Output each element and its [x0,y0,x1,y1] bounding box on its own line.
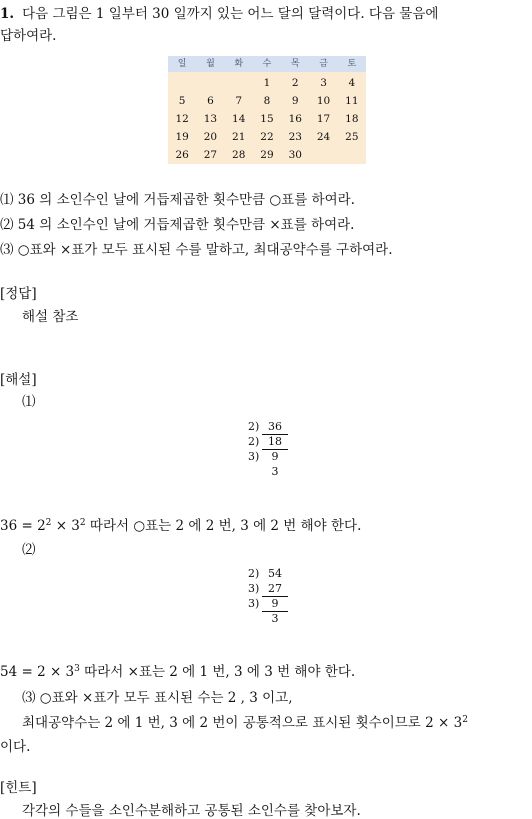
calendar-day [168,74,196,92]
calendar-day: 28 [232,149,246,161]
calendar-day: 7 [235,95,243,107]
calendar-day: 27 [203,149,218,161]
calendar-day: 12 [175,113,189,125]
calendar-day: 3 [320,77,327,89]
calendar-week-row [168,128,366,146]
calendar-day: 2 [291,77,299,89]
sub-question-2: ⑵ 54 의 소인수인 날에 거듭제곱한 횟수만큼 ×표를 하여라. [0,217,355,233]
question-text: 다음 그림은 1 일부터 30 일까지 있는 어느 달의 달력이다. 다음 물음에 [22,6,439,22]
calendar-day [225,74,253,92]
sub-question-3: ⑶ ○표와 ×표가 모두 표시된 수를 말하고, 최대공약수를 구하여라. [0,242,393,258]
part-3-line: ⑶ ○표와 ×표가 모두 표시된 수는 2 , 3 이고, [22,690,293,706]
division-row: 2) 36 [248,419,288,434]
division-row: 3 [271,465,279,478]
answer-label: [정답] [0,286,37,302]
weekday-label: 화 [234,59,244,69]
calendar-day: 17 [316,113,331,125]
calendar [168,56,366,164]
answer-text: 해설 참조 [22,309,79,325]
factorization-54 [248,566,288,626]
hint-label: [힌트] [0,780,37,796]
division-row: 2) 18 [248,434,288,449]
weekday-label: 목 [290,59,300,69]
calendar-day: 20 [203,131,218,143]
calendar-day: 16 [288,113,302,125]
weekday-label: 수 [262,59,272,69]
calendar-day: 24 [316,131,331,143]
division-row: 3) 27 [248,581,288,596]
division-row: 3) 9 [248,596,288,611]
calendar-day: 26 [175,149,189,161]
calendar-day: 21 [232,131,246,143]
calendar-day: 13 [203,113,218,125]
weekday-label: 토 [347,59,357,69]
calendar-day: 1 [263,77,271,89]
calendar-day: 30 [288,149,302,161]
question-line-2: 답하여라. [0,28,57,44]
calendar-day: 11 [345,95,359,107]
gcd-line-end: 이다. [0,739,31,755]
question-line-1 [0,2,438,22]
question-number: 1. [0,6,15,22]
equation-36: $36 = 2^2 \times 3^2$ 따라서 ○표는 2 에 2 번, 3 에 2 번 해야 한다. [0,518,362,534]
division-row: 3) 9 [248,450,279,463]
calendar-day: 6 [207,95,214,107]
calendar-day: 18 [345,113,359,125]
weekday-label: 일 [177,59,187,69]
calendar-day: 22 [260,131,274,143]
solution-label: [해설] [0,372,37,388]
weekday-label: 월 [206,59,215,69]
calendar-week-row [168,146,366,164]
calendar-day: 15 [260,113,274,125]
calendar-day: 29 [260,149,274,161]
division-row: 2) 54 [248,567,282,580]
calendar-week-row [168,110,366,128]
calendar-day: 19 [175,131,189,143]
calendar-header [168,56,366,72]
part-2-label: ⑵ [22,542,36,558]
equation-54: $54 = 2 \times 3^3$ 따라서 ×표는 2 에 1 번, 3 에 3 번 해야 한다. [0,664,356,680]
hint-text: 각각의 수들을 소인수분해하고 공통된 소인수를 찾아보자. [22,803,361,819]
gcd-line: 최대공약수는 2 에 1 번, 3 에 2 번이 공통적으로 표시된 횟수이므로 $2 \times 3^2$ [22,715,468,731]
sub-question-1: ⑴ 36 의 소인수인 날에 거듭제곱한 횟수만큼 ○표를 하여라. [0,192,355,208]
calendar-day: 8 [263,95,271,107]
division-row: 3 [271,612,279,625]
part-1-label: ⑴ [22,394,36,410]
calendar-day: 23 [288,131,302,143]
weekday-label: 금 [319,59,328,69]
calendar-week-row [168,74,366,92]
calendar-week-row [168,92,366,110]
calendar-day: 25 [345,131,359,143]
calendar-day [309,146,337,164]
calendar-day: 4 [348,77,356,89]
calendar-day [196,74,224,92]
factorization-36 [248,419,288,479]
calendar-day: 10 [316,95,331,107]
calendar-day [338,146,366,164]
calendar-day: 14 [232,113,246,125]
calendar-day: 5 [178,95,186,107]
calendar-day: 9 [291,95,299,107]
